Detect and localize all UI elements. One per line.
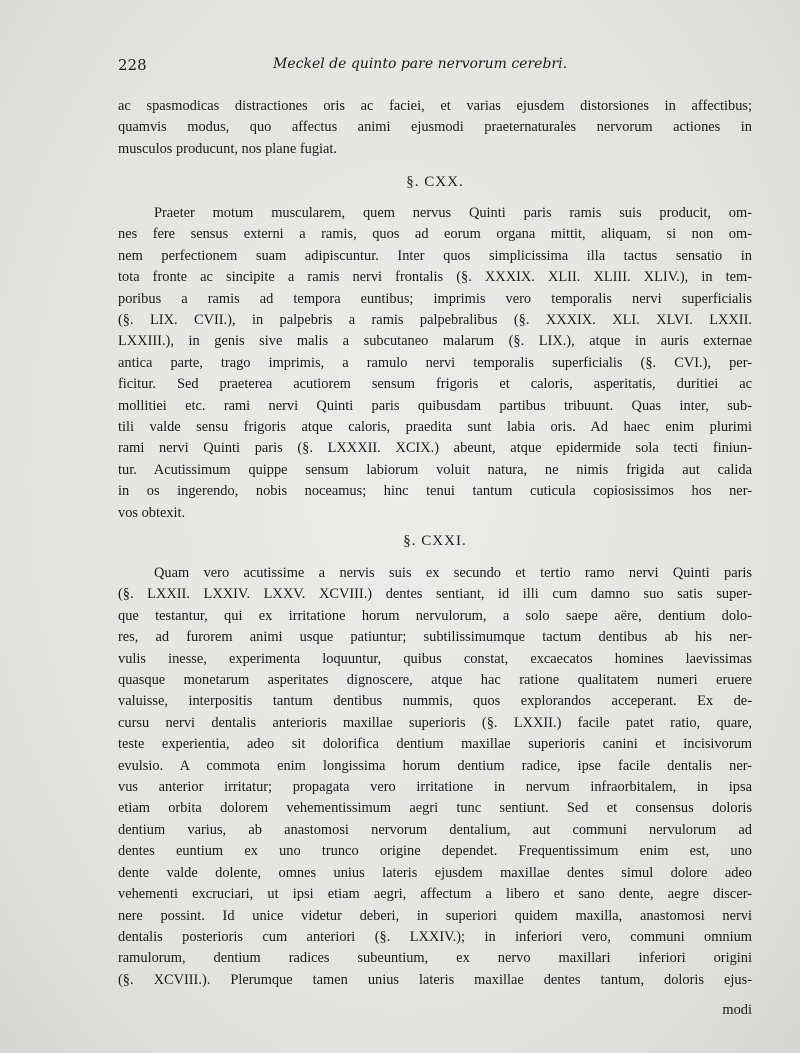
section-heading-cxx: §. CXX. <box>406 174 464 190</box>
section-heading-cxxi: §. CXXI. <box>403 533 467 549</box>
section-cxx-paragraph <box>118 203 752 524</box>
text-line: evulsio. A commota enim longissima horum dentium radice, ipse facile dentalis ner- <box>118 757 752 774</box>
text-line: ac spasmodicas distractiones oris ac faciei, et varias ejusdem distorsiones in affectibus; <box>118 98 752 114</box>
text-line: res, ad furorem animi usque patiuntur; subtilissimumque tactum dentibus ab his ner- <box>118 629 752 646</box>
text-line: in os ingerendo, nobis noceamus; hinc tenui tantum cuticula copiosissimos hos ner- <box>118 483 752 500</box>
text-line: nem perfectionem suam adipiscuntur. Inter quos simplicissima illa tactus sensatio in <box>118 247 752 264</box>
text-line: musculos producunt, nos plane fugiat. <box>118 140 338 157</box>
text-line: poribus a ramis ad tempora euntibus; imprimis vero temporalis nervi superficialis <box>118 290 752 307</box>
text-line: dente valde dolente, omnes unius lateris ejusdem maxillae dentes simul dolore adeo <box>118 864 752 881</box>
text-line: etiam orbita dolorem vehementissimum aegri tunc sentiunt. Sed et consensus doloris <box>118 800 752 817</box>
text-line: antica parte, trago imprimis, a ramulo nervi temporalis superficialis (§. CVI.), per- <box>118 354 752 371</box>
text-line: tur. Acutissimum quippe sensum labiorum voluit natura, ne nimis frigida aut calida <box>118 461 752 478</box>
text-line: mollitiei etc. rami nervi Quinti paris quibusdam partibus tribuunt. Quas inter, sub- <box>118 397 752 414</box>
text-line: vulis inesse, experimenta loquuntur, quibus constat, excaecatos homines laevissimas <box>118 650 752 667</box>
section-cxxi-paragraph <box>118 563 752 991</box>
text-line: Praeter motum muscularem, quem nervus Quinti paris ramis suis producit, om- <box>154 205 752 221</box>
text-line: ramulorum, dentium radices subeuntium, ex nervo maxillari inferiori origini <box>118 950 752 967</box>
text-line: nes fere sensus externi a ramis, quos ad eorum organa mittit, aliquam, si non om- <box>118 226 752 243</box>
text-line: que testantur, qui ex irritatione horum nervulorum, a solo saepe aëre, dentium dolo- <box>118 607 752 624</box>
text-line: (§. LXXII. LXXIV. LXXV. XCVIII.) dentes sentiant, id illi cum damno suo satis super- <box>118 586 752 603</box>
page-number: 228 <box>118 56 147 74</box>
text-line: dentalis posterioris cum anteriori (§. LXXIV.); in inferiori vero, communi omnium <box>118 928 752 945</box>
text-line: dentium varius, ab anastomosi nervorum dentalium, aut communi nervulorum ad <box>118 821 752 838</box>
text-line: Quam vero acutissime a nervis suis ex secundo et tertio ramo nervi Quinti paris <box>154 565 752 581</box>
text-line: dentes euntium ex uno trunco origine dependet. Frequentissimum enim est, uno <box>118 843 752 860</box>
text-line: vus anterior irritatur; propagata vero irritatione in nervum infraorbitalem, in ipsa <box>118 779 752 796</box>
text-line: valuisse, interpositis tantum dentibus nummis, quos explorandos acceperant. Ex de- <box>118 693 752 710</box>
text-line: vos obtexit. <box>118 504 186 521</box>
text-line: quamvis modus, quo affectus animi ejusmodi praeternaturales nervorum actiones in <box>118 119 752 136</box>
text-line: quasque monetarum asperitates dignoscere, atque hac ratione qualitatem numeri eruere <box>118 672 752 689</box>
page-header <box>118 56 578 80</box>
text-line: (§. LIX. CVII.), in palpebris a ramis palpebralibus (§. XXXIX. XLI. XLVI. LXXII. <box>118 312 752 329</box>
text-line: (§. XCVIII.). Plerumque tamen unius lateris maxillae dentes tantum, doloris ejus- <box>118 971 752 988</box>
text-line: teste experientia, adeo sit dolorifica dentium maxillae superioris canini et incisivorum <box>118 736 752 753</box>
catchword: modi <box>722 1002 752 1018</box>
text-line: vehementi excruciari, ut ipsi etiam aegri, affectum a libero et sano dente, aegre discer- <box>118 886 752 903</box>
text-line: tota fronte ac sincipite a ramis nervi frontalis (§. XXXIX. XLII. XLIII. XLIV.), in tem- <box>118 269 752 286</box>
intro-paragraph <box>118 96 752 160</box>
text-line: rami nervi Quinti paris (§. LXXXII. XCIX.) abeunt, atque epidermide sola tecti finiun- <box>118 440 752 457</box>
text-line: tili valde sensu frigoris atque caloris, praedita sunt labia oris. Ad haec enim plurimi <box>118 419 752 436</box>
text-line: LXXIII.), in genis sive malis a subcutaneo malarum (§. LIX.), atque in auris externae <box>118 333 752 350</box>
running-title: Meckel de quinto pare nervorum cerebri. <box>273 56 568 72</box>
text-line: cursu nervi dentalis anterioris maxillae superioris (§. LXXII.) facile patet ratio, quare, <box>118 714 752 731</box>
text-line: ficitur. Sed praeterea acutiorem sensum frigoris et caloris, asperitatis, duritiei ac <box>118 376 752 393</box>
text-line: nere possint. Id unice videtur deberi, in superiori quidem maxilla, anastomosi nervi <box>118 907 752 924</box>
